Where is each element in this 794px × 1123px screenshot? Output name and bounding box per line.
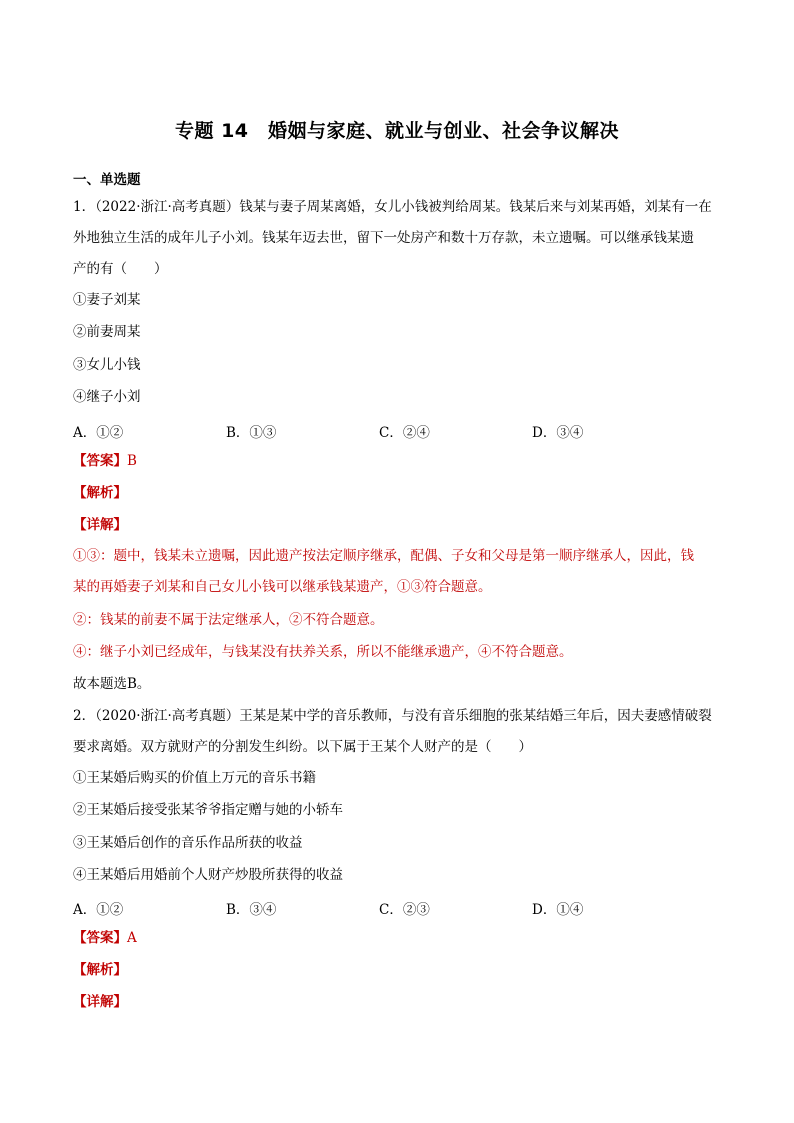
q1-item-4: ④继子小刘 xyxy=(73,389,141,405)
q1-item-3: ③女儿小钱 xyxy=(73,357,141,373)
analysis-tag: 【解析】 xyxy=(73,485,127,501)
detail-tag: 【详解】 xyxy=(73,517,127,533)
q2-option-b: B．③④ xyxy=(226,902,277,918)
answer-tag: 【答案】 xyxy=(73,930,127,946)
answer-tag: 【答案】 xyxy=(73,453,127,469)
q2-options xyxy=(73,898,693,916)
q2-option-c: C．②③ xyxy=(379,902,430,918)
q2-analysis xyxy=(73,961,127,979)
q2-item-3: ③王某婚后创作的音乐作品所获的收益 xyxy=(73,835,303,851)
q1-stem-line-2: 外地独立生活的成年儿子小刘。钱某年迈去世，留下一处房产和数十万存款，未立遗嘱。可以继承钱某遗 xyxy=(73,230,694,246)
q2-item-2: ②王某婚后接受张某爷爷指定赠与她的小轿车 xyxy=(73,802,343,818)
answer-value: B xyxy=(127,453,137,469)
q1-analysis xyxy=(73,484,127,502)
q1-explanation-line-1: ①③：题中，钱某未立遗嘱，因此遗产按法定顺序继承，配偶、子女和父母是第一顺序继承人，因此，钱 xyxy=(73,548,694,564)
page-title: 专题 14 婚姻与家庭、就业与创业、社会争议解决 xyxy=(174,120,620,142)
q2-answer xyxy=(73,929,137,947)
section-heading: 一、单选题 xyxy=(73,172,141,188)
q1-answer xyxy=(73,452,137,470)
q1-explanation-line-2: 某的再婚妻子刘某和自己女儿小钱可以继承钱某遗产，①③符合题意。 xyxy=(73,579,492,595)
q2-detail xyxy=(73,993,127,1011)
q1-explanation-line-3: ②：钱某的前妻不属于法定继承人，②不符合题意。 xyxy=(73,612,384,628)
q1-option-d: D．③④ xyxy=(532,425,584,441)
q1-detail xyxy=(73,516,127,534)
q1-option-a: A．①② xyxy=(73,425,124,441)
q1-stem-line-1: 1．（2022·浙江·高考真题）钱某与妻子周某离婚，女儿小钱被判给周某。钱某后来与刘某再婚，刘某有一在 xyxy=(73,199,712,215)
q2-stem-line-1: 2．（2020·浙江·高考真题）王某是某中学的音乐教师，与没有音乐细胞的张某结婚三年后，因夫妻感情破裂 xyxy=(73,708,712,724)
q1-item-1: ①妻子刘某 xyxy=(73,292,141,308)
q2-stem-line-2: 要求离婚。双方就财产的分割发生纠纷。以下属于王某个人财产的是（ ） xyxy=(73,739,532,755)
q1-options xyxy=(73,421,693,439)
analysis-tag: 【解析】 xyxy=(73,962,127,978)
q2-item-4: ④王某婚后用婚前个人财产炒股所获得的收益 xyxy=(73,867,343,883)
q1-item-2: ②前妻周某 xyxy=(73,324,141,340)
detail-tag: 【详解】 xyxy=(73,994,127,1010)
q1-stem-line-3: 产的有（ ） xyxy=(73,261,168,277)
q1-option-c: C．②④ xyxy=(379,425,430,441)
q1-conclusion: 故本题选B。 xyxy=(73,676,151,692)
q2-item-1: ①王某婚后购买的价值上万元的音乐书籍 xyxy=(73,770,316,786)
answer-value: A xyxy=(127,930,137,946)
q1-option-b: B．①③ xyxy=(226,425,277,441)
q2-option-d: D．①④ xyxy=(532,902,584,918)
q1-explanation-line-4: ④：继子小刘已经成年，与钱某没有扶养关系，所以不能继承遗产，④不符合题意。 xyxy=(73,644,573,660)
q2-option-a: A．①② xyxy=(73,902,124,918)
